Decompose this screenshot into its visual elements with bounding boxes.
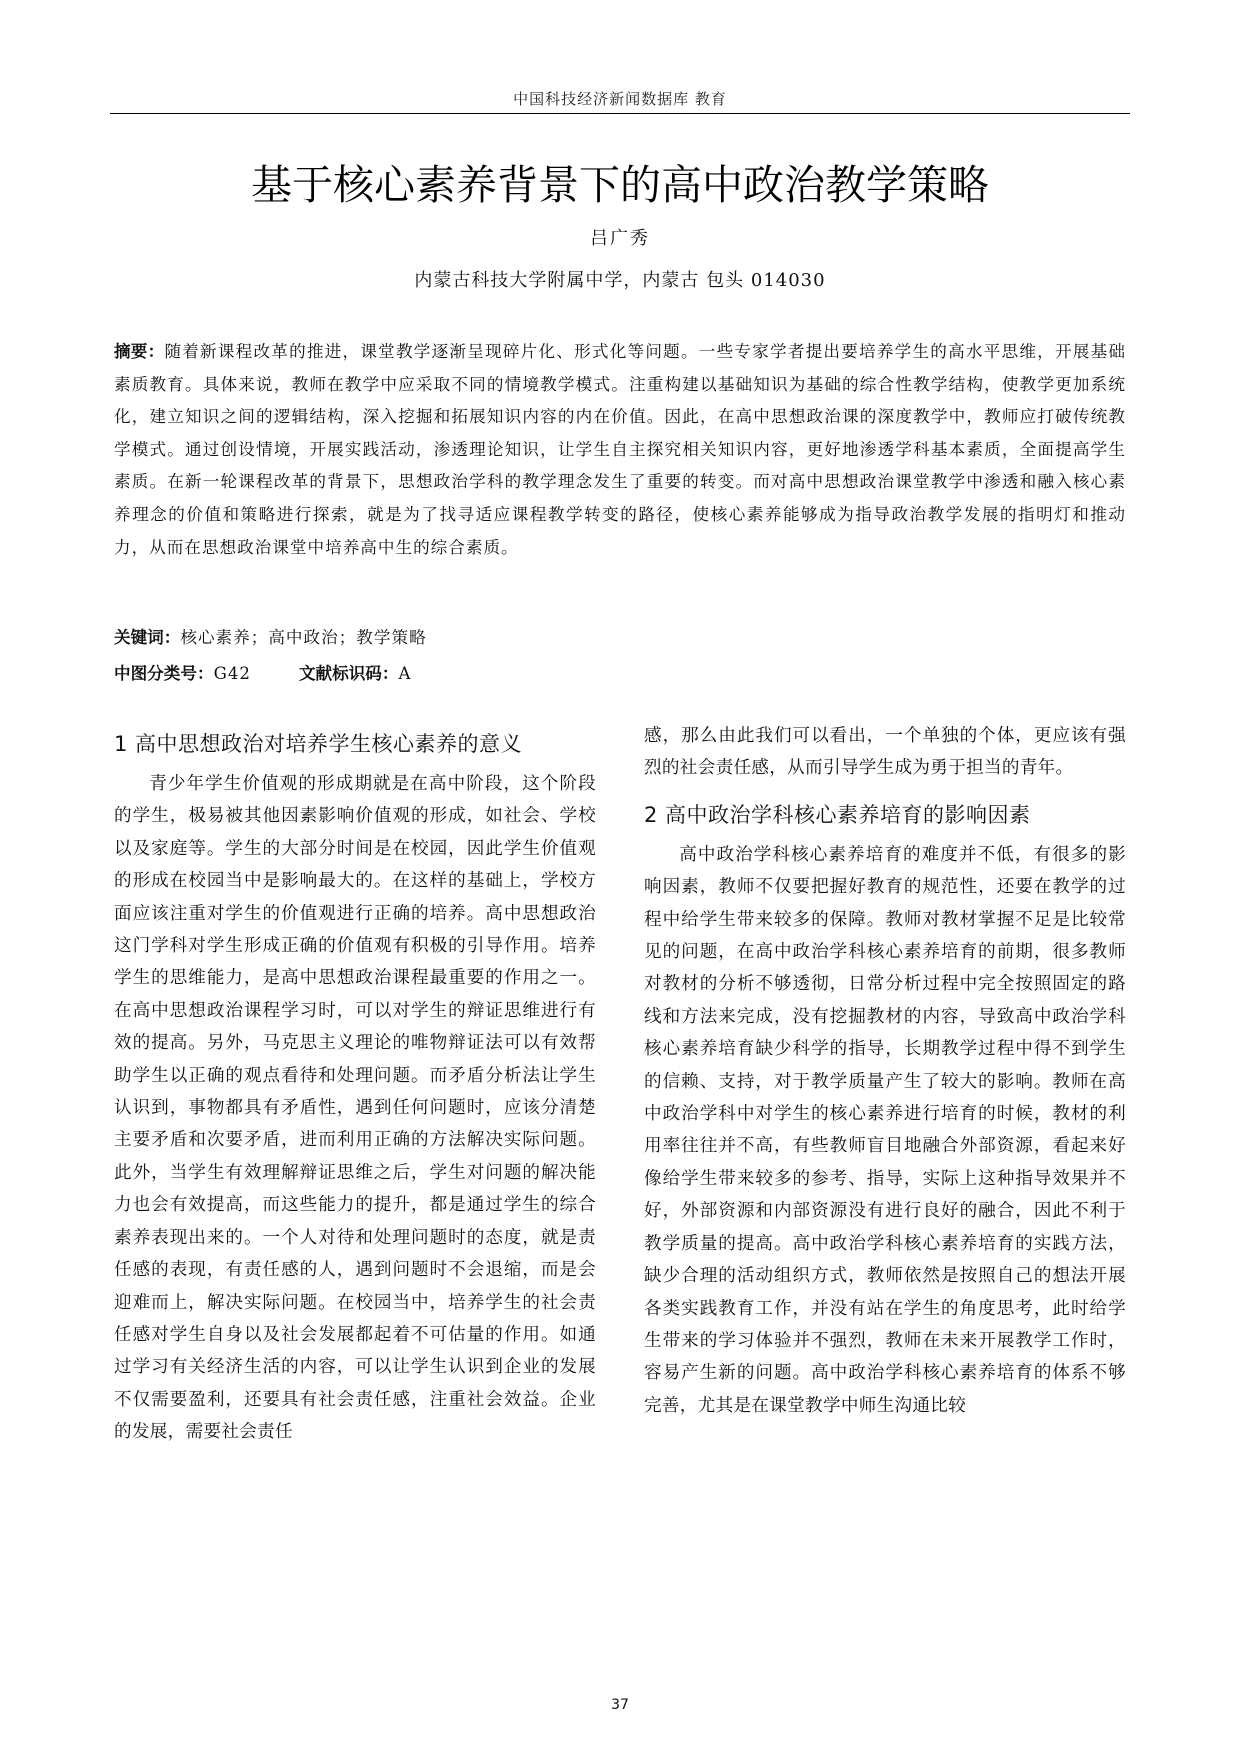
keywords — [114, 624, 427, 648]
clc-label: 中图分类号： — [114, 664, 214, 683]
running-header: 中国科技经济新闻数据库 教育 — [513, 90, 727, 108]
classification-line — [114, 660, 411, 684]
header-divider — [110, 113, 1130, 114]
doc-code-label: 文献标识码： — [298, 664, 399, 683]
doc-code-value: A — [398, 664, 412, 683]
abstract-label: 摘要： — [114, 342, 165, 361]
section-1-continuation: 感，那么由此我们可以看出，一个单独的个体，更应该有强烈的社会责任感，从而引导学生成为勇于担当的青年。 — [644, 726, 1126, 779]
keywords-label: 关键词： — [114, 628, 181, 647]
author-name: 吕广秀 — [590, 228, 650, 249]
article-title: 基于核心素养背景下的高中政治教学策略 — [251, 161, 989, 209]
section-2-heading: 2 高中政治学科核心素养培育的影响因素 — [644, 802, 1031, 827]
section-1-heading: 1 高中思想政治对培养学生核心素养的意义 — [114, 732, 523, 756]
section-1-paragraph: 青少年学生价值观的形成期就是在高中阶段，这个阶段的学生，极易被其他因素影响价值观的形成，如社会、学校以及家庭等。学生的大部分时间是在校园，因此学生价值观的形成在校园当中是影响最大的。在这样的基础上，学校方面应该注重对学生的价值观进行正确的培养。高中思想政治这门学科对学生形成正确的价值观有积极的引导作用。培养学生的思维能力，是高中思想政治课程最重要的作用之一。在高中思想政治课程学习时，可以对学生的辩证思维进行有效的提高。另外，马克思主义理论的唯物辩证法可以有效帮助学生以正确的观点看待和处理问题。而矛盾分析法让学生认识到，事物都具有矛盾性，遇到任何问题时，应该分清楚主要矛盾和次要矛盾，进而利用正确的方法解决实际问题。此外，当学生有效理解辩证思维之后，学生对问题的解决能力也会有效提高，而这些能力的提升，都是通过学生的综合素养表现出来的。一个人对待和处理问题时的态度，就是责任感的表现，有责任感的人，遇到问题时不会退缩，而是会迎难而上，解决实际问题。在校园当中，培养学生的社会责任感对学生自身以及社会发展都起着不可估量的作用。如通过学习有关经济生活的内容，可以让学生认识到企业的发展不仅需要盈利，还要具有社会责任感，注重社会效益。企业的发展，需要社会责任 — [114, 774, 596, 1443]
clc-value: G42 — [213, 664, 251, 683]
page-number: 37 — [611, 1697, 629, 1713]
abstract — [114, 336, 1126, 564]
right-column — [644, 720, 1126, 1422]
abstract-text: 随着新课程改革的推进，课堂教学逐渐呈现碎片化、形式化等问题。一些专家学者提出要培养学生的高水平思维，开展基础素质教育。具体来说，教师在教学中应采取不同的情境教学模式。注重构建以基础知识为基础的综合性教学结构，使教学更加系统化，建立知识之间的逻辑结构，深入挖掘和拓展知识内容的内在价值。因此，在高中思想政治课的深度教学中，教师应打破传统教学模式。通过创设情境，开展实践活动，渗透理论知识，让学生自主探究相关知识内容，更好地渗透学科基本素质，全面提高学生素质。在新一轮课程改革的背景下，思想政治学科的教学理念发生了重要的转变。而对高中思想政治课堂教学中渗透和融入核心素养理念的价值和策略进行探索，就是为了找寻适应课程教学转变的路径，使核心素养能够成为指导政治教学发展的指明灯和推动力，从而在思想政治课堂中培养高中生的综合素质。 — [114, 342, 1127, 557]
author-affiliation: 内蒙古科技大学附属中学，内蒙古 包头 014030 — [414, 270, 826, 291]
section-2-paragraph: 高中政治学科核心素养培育的难度并不低，有很多的影响因素，教师不仅要把握好教育的规范性，还要在教学的过程中给学生带来较多的保障。教师对教材掌握不足是比较常见的问题，在高中政治学科核心素养培育的前期，很多教师对教材的分析不够透彻，日常分析过程中完全按照固定的路线和方法来完成，没有挖掘教材的内容，导致高中政治学科核心素养培育缺少科学的指导，长期教学过程中得不到学生的信赖、支持，对于教学质量产生了较大的影响。教师在高中政治学科中对学生的核心素养进行培育的时候，教材的利用率往往并不高，有些教师盲目地融合外部资源，看起来好像给学生带来较多的参考、指导，实际上这种指导效果并不好，外部资源和内部资源没有进行良好的融合，因此不利于教学质量的提高。高中政治学科核心素养培育的实践方法，缺少合理的活动组织方式，教师依然是按照自己的想法开展各类实践教育工作，并没有站在学生的角度思考，此时给学生带来的学习体验并不强烈，教师在未来开展教学工作时，容易产生新的问题。高中政治学科核心素养培育的体系不够完善，尤其是在课堂教学中师生沟通比较 — [644, 844, 1126, 1416]
left-column — [114, 720, 596, 1449]
keywords-text: 核心素养；高中政治；教学策略 — [180, 628, 427, 647]
